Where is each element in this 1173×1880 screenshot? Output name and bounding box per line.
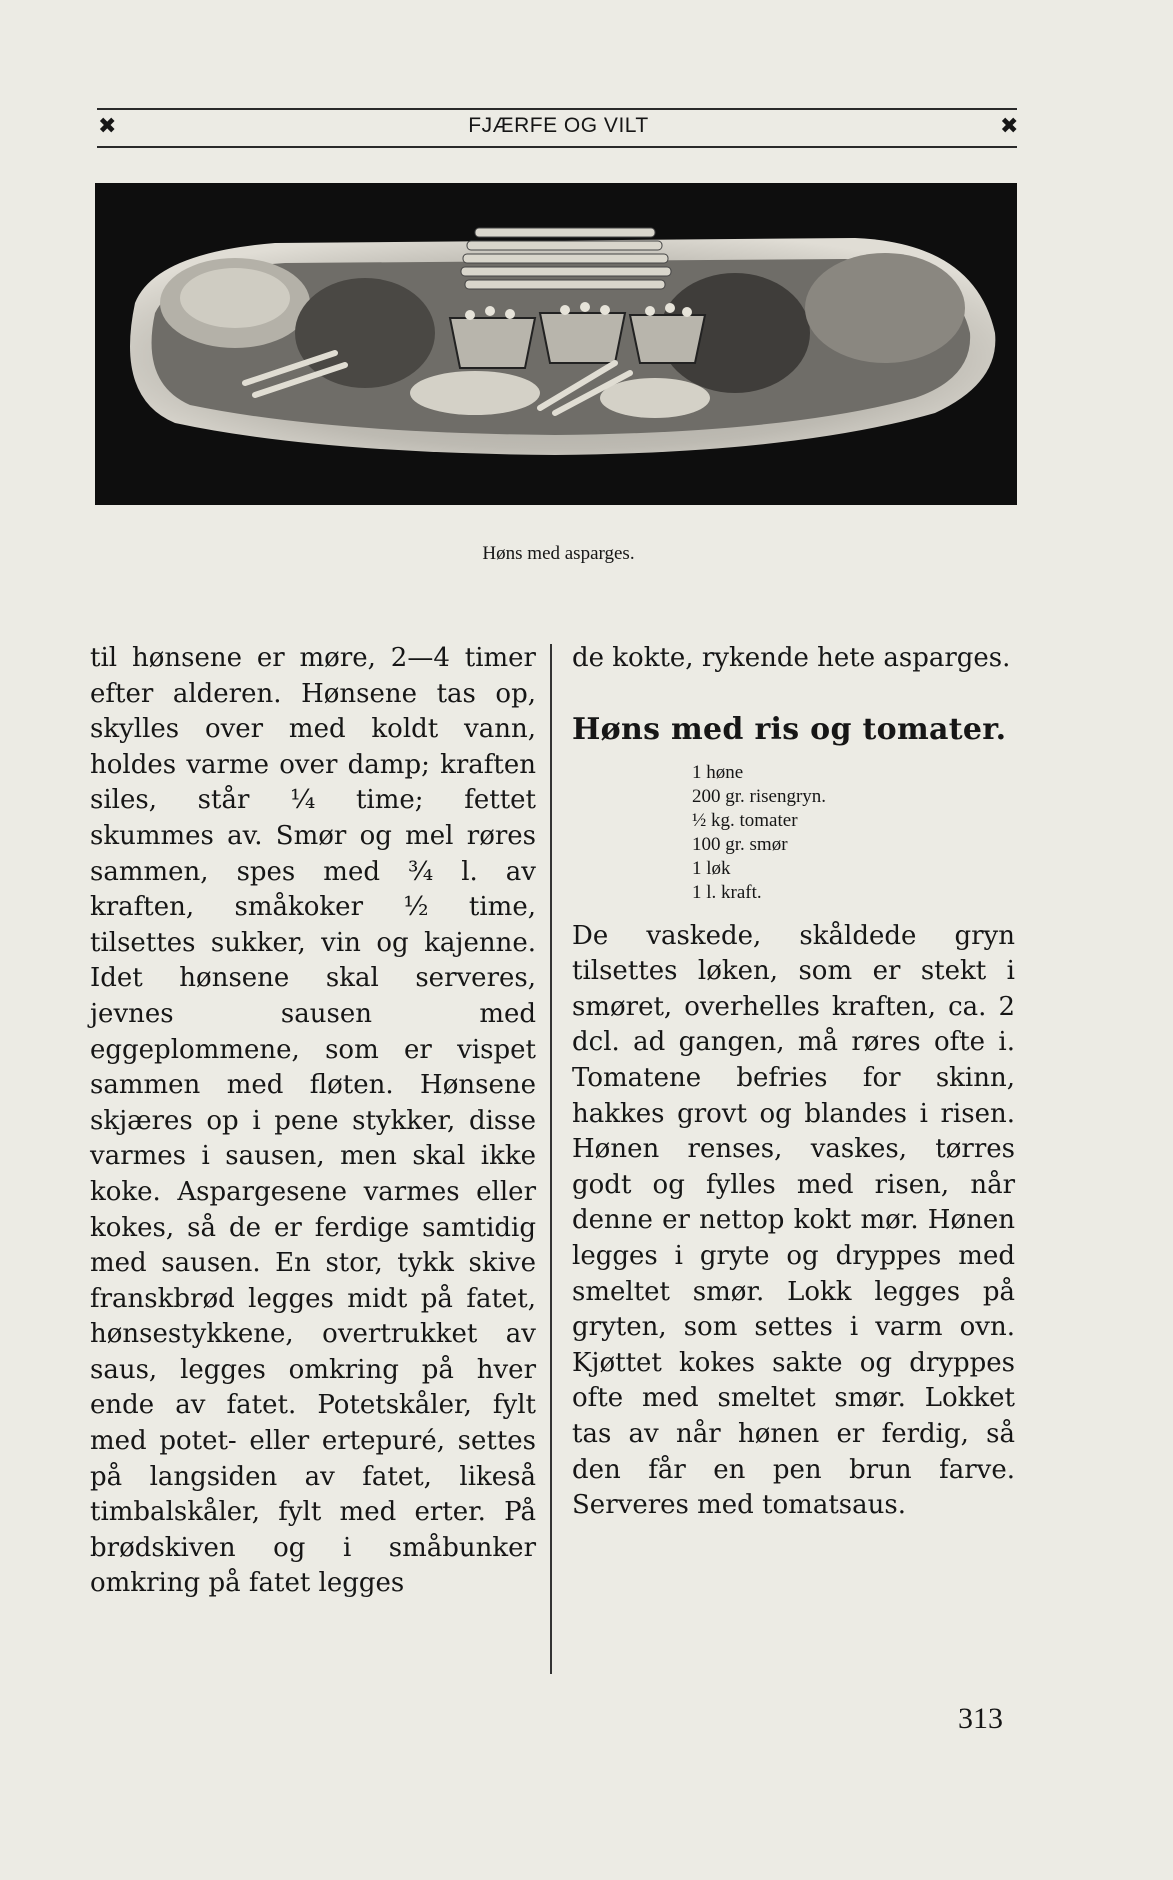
- header-rule-bottom: [97, 146, 1017, 148]
- ingredient-item: ½ kg. tomater: [692, 809, 798, 831]
- recipe-text-continued: til hønsene er møre, 2—4 timer efter alderen. Hønsene tas op, skylles over med koldt vann, holdes varme over damp; kraften siles, står ¼ time; fettet skummes av. Smør og mel røres sammen, spes med ¾ l. av kraften, småkoker ½ time, tilsettes sukker, vin og kajenne. Idet hønsene skal serveres, jevnes sausen med eggeplommene, som er vispet sammen med fløten. Hønsene skjæres op i pene stykker, disse varmes i sausen, men skal ikke koke. Aspargesene varmes eller kokes, så de er ferdige samtidig med sausen. En stor, tykk skive franskbrød legges midt på fatet, hønsestykkene, overtrukket av saus, legges omkring på hver ende av fatet. Potetskåler, fylt med potet- eller ertepuré, settes på langsiden av fatet, likeså timbalskåler, fylt med erter. På brødskiven og i småbunker omkring på fatet legges: [90, 643, 536, 1599]
- ingredient-list: [572, 761, 1015, 905]
- platter-illustration: [95, 183, 1017, 505]
- header-ornament-left: ✖: [98, 114, 117, 139]
- ingredient-item: 1 l. kraft.: [692, 881, 762, 903]
- running-header-title: FJÆRFE OG VILT: [468, 114, 649, 137]
- recipe-method: De vaskede, skåldede gryn tilsettes løken, som er stekt i smøret, overhelles kraften, ca. 2 dcl. ad gangen, må røres ofte i. Tomatene befries for skinn, hakkes grovt og blandes i risen. Hønen renses, vaskes, tørres godt og fylles med risen, når denne er nettop kokt mør. Hønen legges i gryte og dryppes med smeltet smør. Lokk legges på gryten, som settes i varm ovn. Kjøttet kokes sakte og dryppes ofte med smeltet smør. Lokket tas av når hønen er ferdig, så den får en pen brun farve. Serveres med tomatsaus.: [572, 920, 1015, 1521]
- header-rule-top: [97, 108, 1017, 110]
- figure-caption: Høns med asparges.: [482, 543, 635, 564]
- ingredient-item: 1 løk: [692, 857, 731, 879]
- ingredient-item: 1 høne: [692, 761, 744, 783]
- recipe-title: Høns med ris og tomater.: [572, 711, 1007, 747]
- dish-photograph: [95, 183, 1017, 505]
- right-text-column: [572, 641, 1015, 1524]
- header-ornament-right: ✖: [1000, 114, 1019, 139]
- ingredient-item: 200 gr. risengryn.: [692, 785, 827, 807]
- recipe-text-ending: de kokte, rykende hete asparges.: [572, 643, 1011, 673]
- ingredient-item: 100 gr. smør: [692, 833, 788, 855]
- page-number: 313: [958, 1702, 1003, 1735]
- left-text-column: [90, 641, 536, 1602]
- column-divider: [550, 644, 552, 1674]
